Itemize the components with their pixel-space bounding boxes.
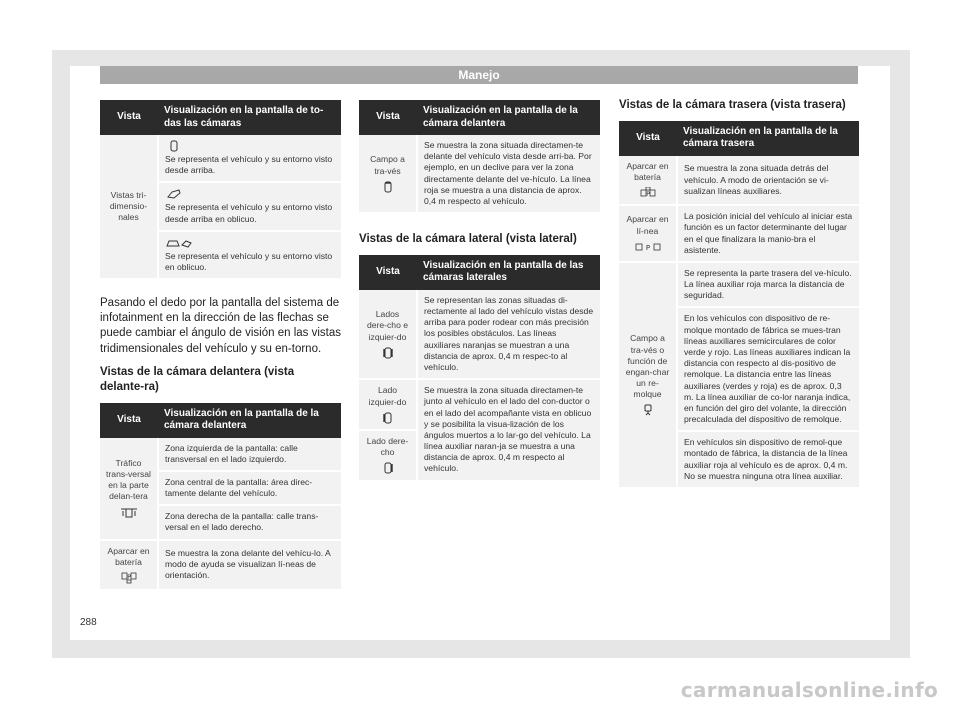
view-label-rear-offroad: Campo a tra-vés o función de engan-char un re-molque: [619, 262, 677, 488]
table-rear-camera: [619, 121, 859, 489]
col-header-view: Vista: [100, 100, 158, 135]
rear-camera-heading: Vistas de la cámara trasera (vista trasera): [619, 99, 846, 111]
svg-text:P: P: [645, 243, 650, 252]
col-header-view: Vista: [619, 121, 677, 156]
table-row: Zona derecha de la pantalla: calle trans-versal en el lado derecho.: [158, 505, 341, 539]
right-column: [619, 98, 859, 489]
table-3d-views: [100, 100, 341, 280]
car-oblique-top-icon: [165, 188, 183, 200]
table-row: Se representa la parte trasera del ve-hículo. La línea auxiliar roja marca la distancia de seguridad.: [677, 262, 859, 308]
col-header-display: Visualización en la pantalla de to-das las cámaras: [158, 100, 341, 135]
car-offroad-icon: [379, 181, 397, 193]
car-right-side-icon: [379, 462, 397, 474]
table-side-camera: [359, 255, 600, 482]
table-row: En los vehículos con dispositivo de re-molque montado de fábrica se mues-tran líneas auxiliares semicirculares de color verde y rojo. Las líneas auxiliares indican la distancia con respecto al dis-positivo de remolque. La distancia entre las líneas auxiliares (verdes y roja) es de aprox. 0,3 m. La línea auxiliar de co-lor naranja indica, en función del giro del volante, la dirección precalculada del dispositivo de remolque.: [677, 307, 859, 431]
view-label-parallel-parking: Aparcar en lí-nea P: [619, 205, 677, 262]
middle-column: [359, 100, 600, 482]
view-label-cross-traffic: Tráfico trans-versal en la parte delan-tera: [100, 438, 158, 540]
car-left-side-icon: [379, 412, 397, 424]
parking-icon: [120, 572, 138, 584]
table-front-camera: [100, 403, 341, 591]
watermark: carmanualsonline.info: [680, 678, 938, 702]
view-label-right-side: Lado dere-cho: [359, 430, 417, 481]
table-row: Se muestra la zona delante del vehícu-lo. A modo de ayuda se visualizan lí-neas de orientación.: [158, 540, 341, 590]
side-camera-heading: Vistas de la cámara lateral (vista lateral): [359, 233, 577, 246]
col-header-display: Visualización en la pantalla de la cámara delantera: [417, 100, 600, 135]
table-offroad-front: [359, 100, 600, 214]
table-row: Se representan las zonas situadas di-rectamente al lado del vehículo vistas desde arriba para poder rodear con más precisión los posibles obstáculos. Las líneas auxiliares naranjas se muestran a una distancia de aprox. 0,4 m respec-to al vehículo.: [417, 290, 600, 379]
col-header-display: Visualización en la pantalla de la cámara trasera: [677, 121, 859, 156]
car-both-sides-icon: [379, 347, 397, 359]
table-row: Se representa el vehículo y su entorno visto desde arriba en oblicuo.: [158, 182, 341, 230]
col-header-display: Visualización en la pantalla de la cámara delantera: [158, 403, 341, 438]
cross-traffic-icon: [120, 506, 138, 518]
car-oblique-icon: [165, 237, 193, 249]
towbar-icon: [639, 404, 657, 416]
col-header-view: Vista: [100, 403, 158, 438]
table-row: Se representa el vehículo y su entorno visto en oblicuo.: [158, 231, 341, 279]
view-label-3d: Vistas tri-dimensio-nales: [100, 135, 158, 279]
parallel-parking-icon: [635, 241, 661, 253]
view-label-both-sides: Lados dere-cho e izquier-do: [359, 290, 417, 379]
view-label-offroad: Campo a tra-vés: [359, 135, 417, 213]
col-header-display: Visualización en la pantalla de las cámaras laterales: [417, 255, 600, 290]
table-row: Se muestra la zona situada directamen-te junto al vehículo en el lado del con-ductor o en el lado del acompañante vista en oblicuo y se posibilita la visua-lización de los ángulos muertos a lo lar-go del vehículo. La línea auxiliar naran-ja se muestra a una distancia de aprox. 0,4 m respecto al vehículo.: [417, 379, 600, 480]
table-row: Se muestra la zona situada detrás del vehículo. A modo de orientación se vi-sualizan líneas auxiliares.: [677, 156, 859, 205]
intro-paragraph: Pasando el dedo por la pantalla del sistema de infotainment en la dirección de las flechas se puede cambiar el ángulo de visión en las vistas tridimensionales del vehículo y su en-torno.: [100, 297, 342, 355]
svg-text:P: P: [126, 573, 131, 581]
front-camera-heading: Vistas de la cámara delantera (vista delante-ra): [100, 365, 295, 393]
col-header-view: Vista: [359, 255, 417, 290]
svg-text:P: P: [645, 191, 650, 199]
table-row: Se muestra la zona situada directamen-te delante del vehículo vista desde arri-ba. Por ejemplo, en un declive para ver la zona directamente delante del ve-hículo. La línea roja se muestra a una distancia de aprox. 0,4 m respecto al vehículo.: [417, 135, 600, 213]
left-column: [100, 100, 341, 591]
table-row: En vehículos sin dispositivo de remol-que montado de fábrica, la distancia de la línea auxiliar roja al vehículo es de aprox. 0,4 m. No se muestra ninguna otra línea auxiliar.: [677, 431, 859, 488]
col-header-view: Vista: [359, 100, 417, 135]
section-header: Manejo: [100, 66, 858, 84]
car-top-icon: [165, 140, 183, 152]
view-label-front-parking: Aparcar en batería P: [100, 540, 158, 590]
page-number: 288: [80, 617, 97, 628]
view-label-rear-parking: Aparcar en batería P: [619, 156, 677, 205]
parking-icon: [639, 187, 657, 199]
table-row: La posición inicial del vehículo al iniciar esta función es un factor determinante del lugar en el que finalizara la manio-bra el asistente.: [677, 205, 859, 262]
table-row: Se representa el vehículo y su entorno visto desde arriba.: [158, 135, 341, 182]
view-label-left-side: Lado izquier-do: [359, 379, 417, 430]
table-row: Zona izquierda de la pantalla: calle transversal en el lado izquierdo.: [158, 438, 341, 471]
table-row: Zona central de la pantalla: área direc-tamente delante del vehículo.: [158, 471, 341, 505]
